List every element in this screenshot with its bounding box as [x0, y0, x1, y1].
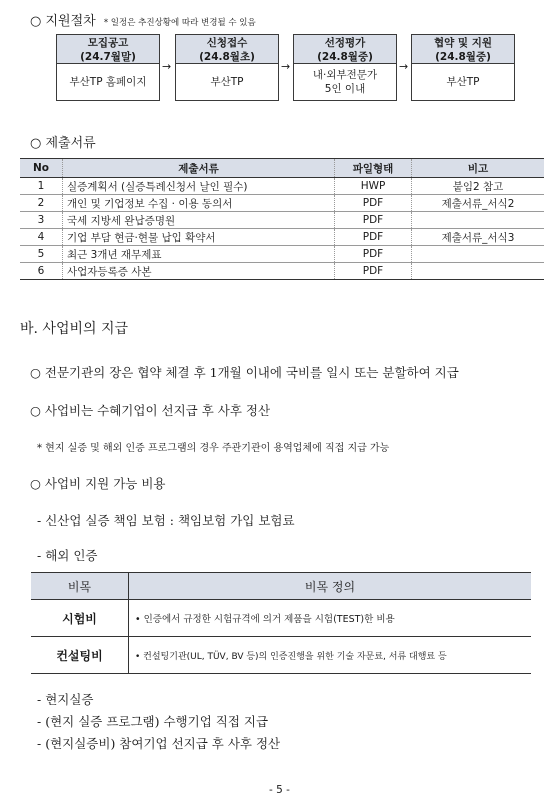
field-line-1: - 현지실증: [37, 692, 94, 707]
cell-document: 사업자등록증 사본: [63, 263, 335, 280]
process-step: [56, 34, 160, 101]
table-row: [20, 229, 544, 246]
col-header-filetype: 파일형태: [335, 159, 412, 178]
payment-line-3: ○ 사업비 지원 가능 비용: [30, 476, 166, 491]
arrow-icon: →: [281, 60, 291, 73]
payment-heading: 바. 사업비의 지급: [20, 321, 129, 337]
cell-definition: • 인증에서 규정한 시험규격에 의거 제품을 시험(TEST)한 비용: [129, 600, 532, 637]
cell-filetype: HWP: [335, 178, 412, 195]
field-line-3: - (현지실증비) 참여기업 선지급 후 사후 정산: [37, 736, 281, 751]
table-row: [20, 178, 544, 195]
table-header-row: [31, 573, 531, 600]
step-date: (24.8월초): [199, 51, 255, 63]
step-detail: 부산TP: [175, 64, 279, 101]
cell-no: 4: [20, 229, 63, 246]
cell-remark: 제출서류_서식2: [412, 195, 545, 212]
step-date: (24.7월말): [80, 51, 136, 63]
col-header-document: 제출서류: [63, 159, 335, 178]
step-name: 모집공고: [87, 37, 129, 49]
process-step-header: [411, 34, 515, 64]
cell-document: 개인 및 기업정보 수집 · 이용 동의서: [63, 195, 335, 212]
cell-remark: [412, 246, 545, 263]
col-header-remark: 비고: [412, 159, 545, 178]
cell-no: 2: [20, 195, 63, 212]
payment-line-4: - 신산업 실증 책임 보험 : 책임보험 가입 보험료: [37, 513, 295, 528]
cell-remark: [412, 263, 545, 280]
cell-document: 기업 부담 현금·현물 납입 확약서: [63, 229, 335, 246]
payment-note: * 현지 실증 및 해외 인증 프로그램의 경우 주관기관이 용역업체에 직접 지급 가능: [37, 443, 390, 454]
arrow-icon: →: [162, 60, 172, 73]
step-detail: 부산TP: [411, 64, 515, 101]
cell-item: 컨설팅비: [31, 637, 129, 674]
payment-line-2: ○ 사업비는 수혜기업이 선지급 후 사후 정산: [30, 403, 271, 418]
cell-no: 1: [20, 178, 63, 195]
table-row: [20, 246, 544, 263]
cell-definition: • 컨설팅기관(UL, TÜV, BV 등)의 인증진행을 위한 기술 자문료, 서류 대행료 등: [129, 637, 532, 674]
process-heading: [30, 10, 256, 29]
documents-table: [20, 158, 544, 280]
process-title: 지원절차: [45, 14, 96, 29]
cell-filetype: PDF: [335, 212, 412, 229]
process-step: [411, 34, 515, 101]
cell-filetype: PDF: [335, 195, 412, 212]
cell-filetype: PDF: [335, 246, 412, 263]
table-row: [31, 600, 531, 637]
process-step-header: [175, 34, 279, 64]
step-date: (24.8월중): [317, 51, 373, 63]
table-row: [20, 212, 544, 229]
cell-remark: [412, 212, 545, 229]
cell-document: 최근 3개년 재무제표: [63, 246, 335, 263]
process-note: * 일정은 추진상황에 따라 변경될 수 있음: [103, 18, 256, 28]
col-header-definition: 비목 정의: [129, 573, 532, 600]
cell-no: 3: [20, 212, 63, 229]
process-step-header: [56, 34, 160, 64]
process-bullet: ○: [30, 14, 42, 29]
payment-line-5: - 해외 인증: [37, 548, 98, 563]
documents-heading: [30, 132, 96, 151]
step-name: 선정평가: [324, 37, 366, 49]
process-step: [293, 34, 397, 101]
cell-document: 국세 지방세 완납증명원: [63, 212, 335, 229]
step-date: (24.8월중): [435, 51, 491, 63]
documents-title: 제출서류: [45, 136, 96, 151]
table-row: [20, 195, 544, 212]
table-header-row: [20, 159, 544, 178]
cell-remark: 제출서류_서식3: [412, 229, 545, 246]
field-line-2: - (현지 실증 프로그램) 수행기업 직접 지급: [37, 714, 269, 729]
table-row: [31, 637, 531, 674]
cell-remark: 붙임2 참고: [412, 178, 545, 195]
cell-document: 실증계획서 (실증특례신청서 날인 필수): [63, 178, 335, 195]
process-step-header: [293, 34, 397, 64]
step-detail: 내·외부전문가 5인 이내: [293, 64, 397, 101]
cell-no: 5: [20, 246, 63, 263]
arrow-icon: →: [399, 60, 409, 73]
cell-item: 시험비: [31, 600, 129, 637]
documents-bullet: ○: [30, 136, 42, 151]
table-row: [20, 263, 544, 280]
cell-filetype: PDF: [335, 229, 412, 246]
page-number: - 5 -: [269, 784, 290, 796]
cost-table: [31, 572, 531, 674]
process-step: [175, 34, 279, 101]
col-header-item: 비목: [31, 573, 129, 600]
cell-filetype: PDF: [335, 263, 412, 280]
payment-line-1: ○ 전문기관의 장은 협약 체결 후 1개월 이내에 국비를 일시 또는 분할하여 지급: [30, 365, 459, 380]
step-detail: 부산TP 홈페이지: [56, 64, 160, 101]
step-name: 협약 및 지원: [433, 37, 493, 49]
col-header-no: No: [20, 159, 63, 178]
cell-no: 6: [20, 263, 63, 280]
step-name: 신청접수: [206, 37, 248, 49]
